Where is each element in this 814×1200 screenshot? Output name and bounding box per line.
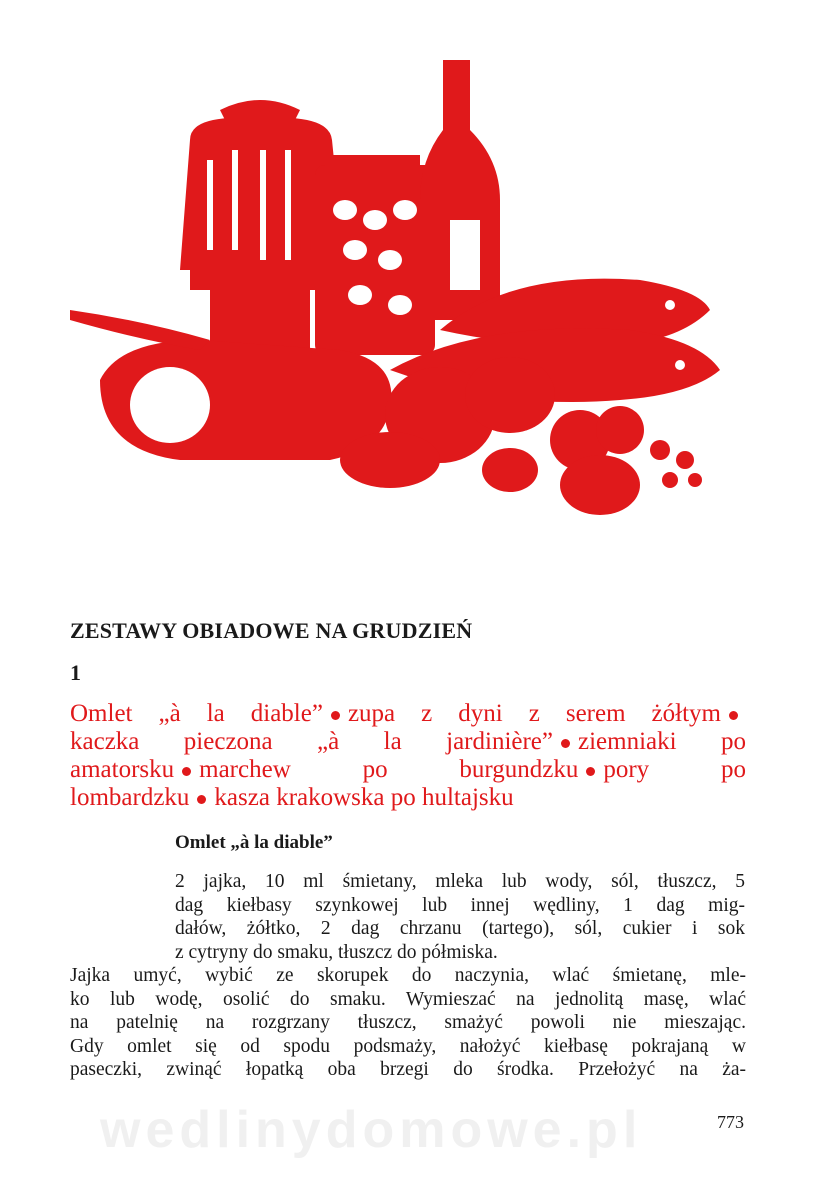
instruction-line: na patelnię na rozgrzany tłuszcz, smażyć powoli nie mieszając. xyxy=(70,1012,746,1033)
pudding-stand xyxy=(190,270,330,290)
food-illustration xyxy=(60,50,750,530)
menu-number: 1 xyxy=(70,660,81,685)
menu-item: amatorsku xyxy=(70,756,175,783)
section-title: ZESTAWY OBIADOWE NA GRUDZIEŃ xyxy=(70,618,473,643)
menu-line xyxy=(70,728,746,756)
menu-item: pory po xyxy=(603,756,746,783)
menu-line xyxy=(70,784,746,812)
recipe-title: Omlet „à la diable” xyxy=(175,832,333,853)
jar xyxy=(315,165,435,355)
instruction-line: paseczki, zwinąć łopatką oba brzegi do środka. Przełożyć na ża- xyxy=(70,1059,746,1080)
instruction-line: Jajka umyć, wybić ze skorupek do naczynia, wlać śmietanę, mle- xyxy=(70,965,746,986)
ingredient-line: dag kiełbasy szynkowej lub innej wędliny, 1 dag mig- xyxy=(175,894,745,916)
menu-item: Omlet „à la diable” xyxy=(70,700,323,727)
ingredients xyxy=(175,870,745,964)
ingredient-line: z cytryny do smaku, tłuszcz do półmiska. xyxy=(175,941,498,963)
page-number: 773 xyxy=(717,1112,744,1132)
bullet-icon xyxy=(586,767,595,776)
menu-item: kasza krakowska po hultajsku xyxy=(214,784,514,811)
ingredient-line: dałów, żółtko, 2 dag chrzanu (tartego), sól, cukier i sok xyxy=(175,918,745,939)
menu-list xyxy=(70,700,746,812)
menu-item: kaczka pieczona „à la jardinière” xyxy=(70,728,553,755)
bullet-icon xyxy=(729,711,738,720)
menu-line xyxy=(70,756,746,784)
menu-item: marchew po burgundzku xyxy=(199,756,579,783)
bullet-icon xyxy=(331,711,340,720)
ingredient-line: 2 jajka, 10 ml śmietany, mleka lub wody, sól, tłuszcz, 5 xyxy=(175,871,745,892)
menu-line xyxy=(70,700,746,728)
instructions xyxy=(70,964,746,1082)
menu-item: ziemniaki po xyxy=(578,728,746,755)
bullet-icon xyxy=(197,795,206,804)
instruction-line: Gdy omlet się od spodu podsmaży, nałożyć kiełbasę pokrajaną w xyxy=(70,1035,746,1057)
menu-item: lombardzku xyxy=(70,784,190,811)
menu-item: zupa z dyni z serem żółtym xyxy=(347,700,721,727)
bullet-icon xyxy=(182,767,191,776)
instruction-line: ko lub wodę, osolić do smaku. Wymieszać na jednolitą masę, wlać xyxy=(70,988,746,1010)
watermark: wedlinydomowe.pl xyxy=(100,1101,643,1159)
bullet-icon xyxy=(561,739,570,748)
